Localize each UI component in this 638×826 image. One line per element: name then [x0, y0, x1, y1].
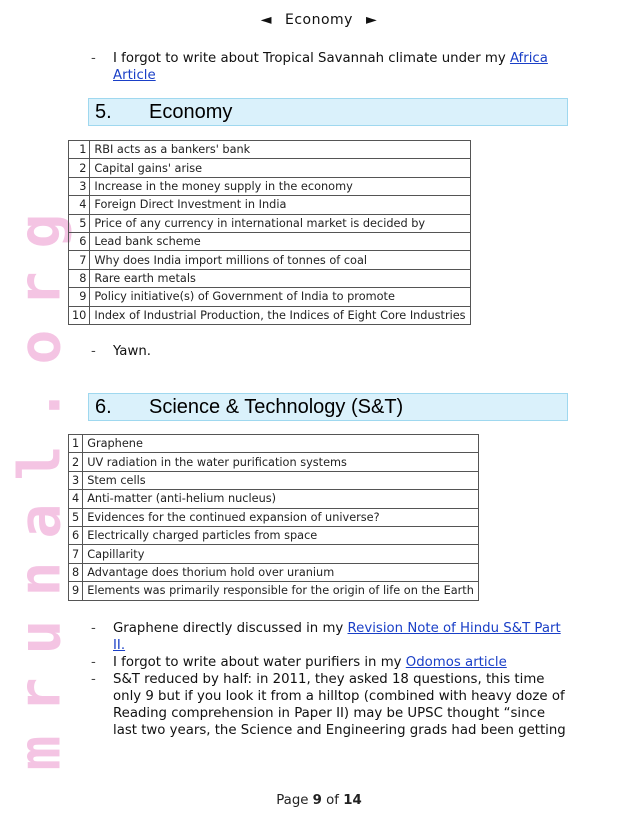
table-row [69, 288, 471, 306]
graphene-note-text: Graphene directly discussed in my [113, 621, 348, 636]
question-number: 4 [69, 196, 90, 214]
graphene-note [91, 620, 566, 654]
economy-questions-table [68, 140, 471, 325]
table-row [69, 508, 479, 526]
table-row [69, 214, 471, 232]
hindu-st-revision-note-link[interactable]: Revision Note of Hindu S&T Part [347, 621, 561, 636]
question-topic: Rare earth metals [90, 269, 470, 287]
question-number: 10 [69, 306, 90, 324]
question-number: 7 [69, 251, 90, 269]
water-purifier-note-text: I forgot to write about water purifiers in my [113, 655, 406, 670]
question-number: 2 [69, 159, 90, 177]
watermark-letter: . [4, 387, 73, 423]
question-topic: Anti-matter (anti-helium nucleus) [83, 490, 479, 508]
bullet-dash: - [91, 655, 96, 670]
table-row [69, 471, 479, 489]
water-purifier-note [91, 654, 566, 671]
watermark-letter: g [4, 213, 73, 249]
bullet-dash: - [91, 621, 96, 636]
africa-article-link-continued[interactable]: Article [113, 68, 156, 83]
st-reduction-note [91, 671, 571, 739]
bullet-dash: - [91, 672, 96, 687]
mrunal-watermark-logo [4, 202, 74, 771]
question-topic: Increase in the money supply in the economy [90, 177, 470, 195]
question-topic: RBI acts as a bankers' bank [90, 141, 470, 159]
watermark-letter: m [4, 735, 73, 771]
economy-note [91, 343, 561, 360]
watermark-letter: l [4, 445, 73, 481]
page-header [0, 12, 638, 28]
question-topic: Elements was primarily responsible for the origin of life on the Earth [83, 582, 479, 600]
table-row [69, 196, 471, 214]
page-footer [0, 793, 638, 808]
section-number: 5. [95, 101, 112, 123]
question-number: 7 [69, 545, 83, 563]
table-row [69, 177, 471, 195]
current-page-number: 9 [312, 793, 322, 808]
table-row [69, 232, 471, 250]
watermark-letter: n [4, 561, 73, 597]
question-topic: Evidences for the continued expansion of universe? [83, 508, 479, 526]
question-number: 8 [69, 269, 90, 287]
question-number: 5 [69, 214, 90, 232]
bullet-dash: - [91, 51, 96, 66]
science-questions-table [68, 434, 479, 601]
watermark-letter: r [4, 271, 73, 307]
question-number: 8 [69, 563, 83, 581]
question-topic: Advantage does thorium hold over uranium [83, 563, 479, 581]
question-topic: Price of any currency in international market is decided by [90, 214, 470, 232]
intro-note-text: I forgot to write about Tropical Savannah climate under my [113, 51, 510, 66]
table-row [69, 159, 471, 177]
question-topic: Capillarity [83, 545, 479, 563]
question-number: 3 [69, 471, 83, 489]
question-topic: Stem cells [83, 471, 479, 489]
question-topic: Electrically charged particles from space [83, 526, 479, 544]
question-topic: Capital gains' arise [90, 159, 470, 177]
question-topic: Foreign Direct Investment in India [90, 196, 470, 214]
watermark-letter: r [4, 677, 73, 713]
page-separator: of [321, 793, 344, 808]
question-number: 1 [69, 435, 83, 453]
question-number: 6 [69, 526, 83, 544]
question-topic: Index of Industrial Production, the Indices of Eight Core Industries [90, 306, 470, 324]
question-number: 4 [69, 490, 83, 508]
question-topic: Graphene [83, 435, 479, 453]
question-number: 2 [69, 453, 83, 471]
odomos-article-link[interactable]: Odomos article [405, 655, 507, 670]
watermark-letter: a [4, 503, 73, 539]
table-row [69, 526, 479, 544]
previous-arrow-icon[interactable]: ◄ [260, 12, 273, 28]
watermark-letter: u [4, 619, 73, 655]
note-line: only 9 but if you look it from a hilltop (combined with heavy doze of [113, 689, 565, 704]
table-row [69, 251, 471, 269]
question-topic: Policy initiative(s) of Government of India to promote [90, 288, 470, 306]
page-label: Page [276, 793, 313, 808]
africa-article-link[interactable]: Africa [509, 51, 548, 66]
question-number: 3 [69, 177, 90, 195]
bullet-dash: - [91, 344, 96, 359]
next-arrow-icon[interactable]: ► [365, 12, 378, 28]
economy-section-heading [88, 98, 568, 126]
note-line: last two years, the Science and Engineering grads had been getting [113, 723, 566, 738]
note-line: Reading comprehension in Paper II) may be UPSC thought “since [113, 706, 546, 721]
question-topic: UV radiation in the water purification systems [83, 453, 479, 471]
table-row [69, 582, 479, 600]
table-row [69, 435, 479, 453]
question-number: 9 [69, 582, 83, 600]
question-number: 5 [69, 508, 83, 526]
section-title: Economy [149, 101, 233, 123]
table-row [69, 490, 479, 508]
note-line: S&T reduced by half: in 2011, they asked 18 questions, this time [113, 672, 545, 687]
section-title: Science & Technology (S&T) [149, 396, 404, 418]
table-row [69, 141, 471, 159]
question-number: 9 [69, 288, 90, 306]
hindu-st-revision-note-link-continued[interactable]: II. [113, 638, 126, 653]
question-number: 1 [69, 141, 90, 159]
table-row [69, 306, 471, 324]
total-pages-number: 14 [343, 793, 362, 808]
table-row [69, 563, 479, 581]
question-topic: Why does India import millions of tonnes of coal [90, 251, 470, 269]
watermark-letter: o [4, 329, 73, 365]
page-header-title: Economy [285, 12, 353, 28]
table-row [69, 453, 479, 471]
table-row [69, 545, 479, 563]
question-topic: Lead bank scheme [90, 232, 470, 250]
economy-note-text: Yawn. [113, 344, 151, 359]
question-number: 6 [69, 232, 90, 250]
section-number: 6. [95, 396, 112, 418]
table-row [69, 269, 471, 287]
science-section-heading [88, 393, 568, 421]
intro-note [91, 50, 561, 84]
